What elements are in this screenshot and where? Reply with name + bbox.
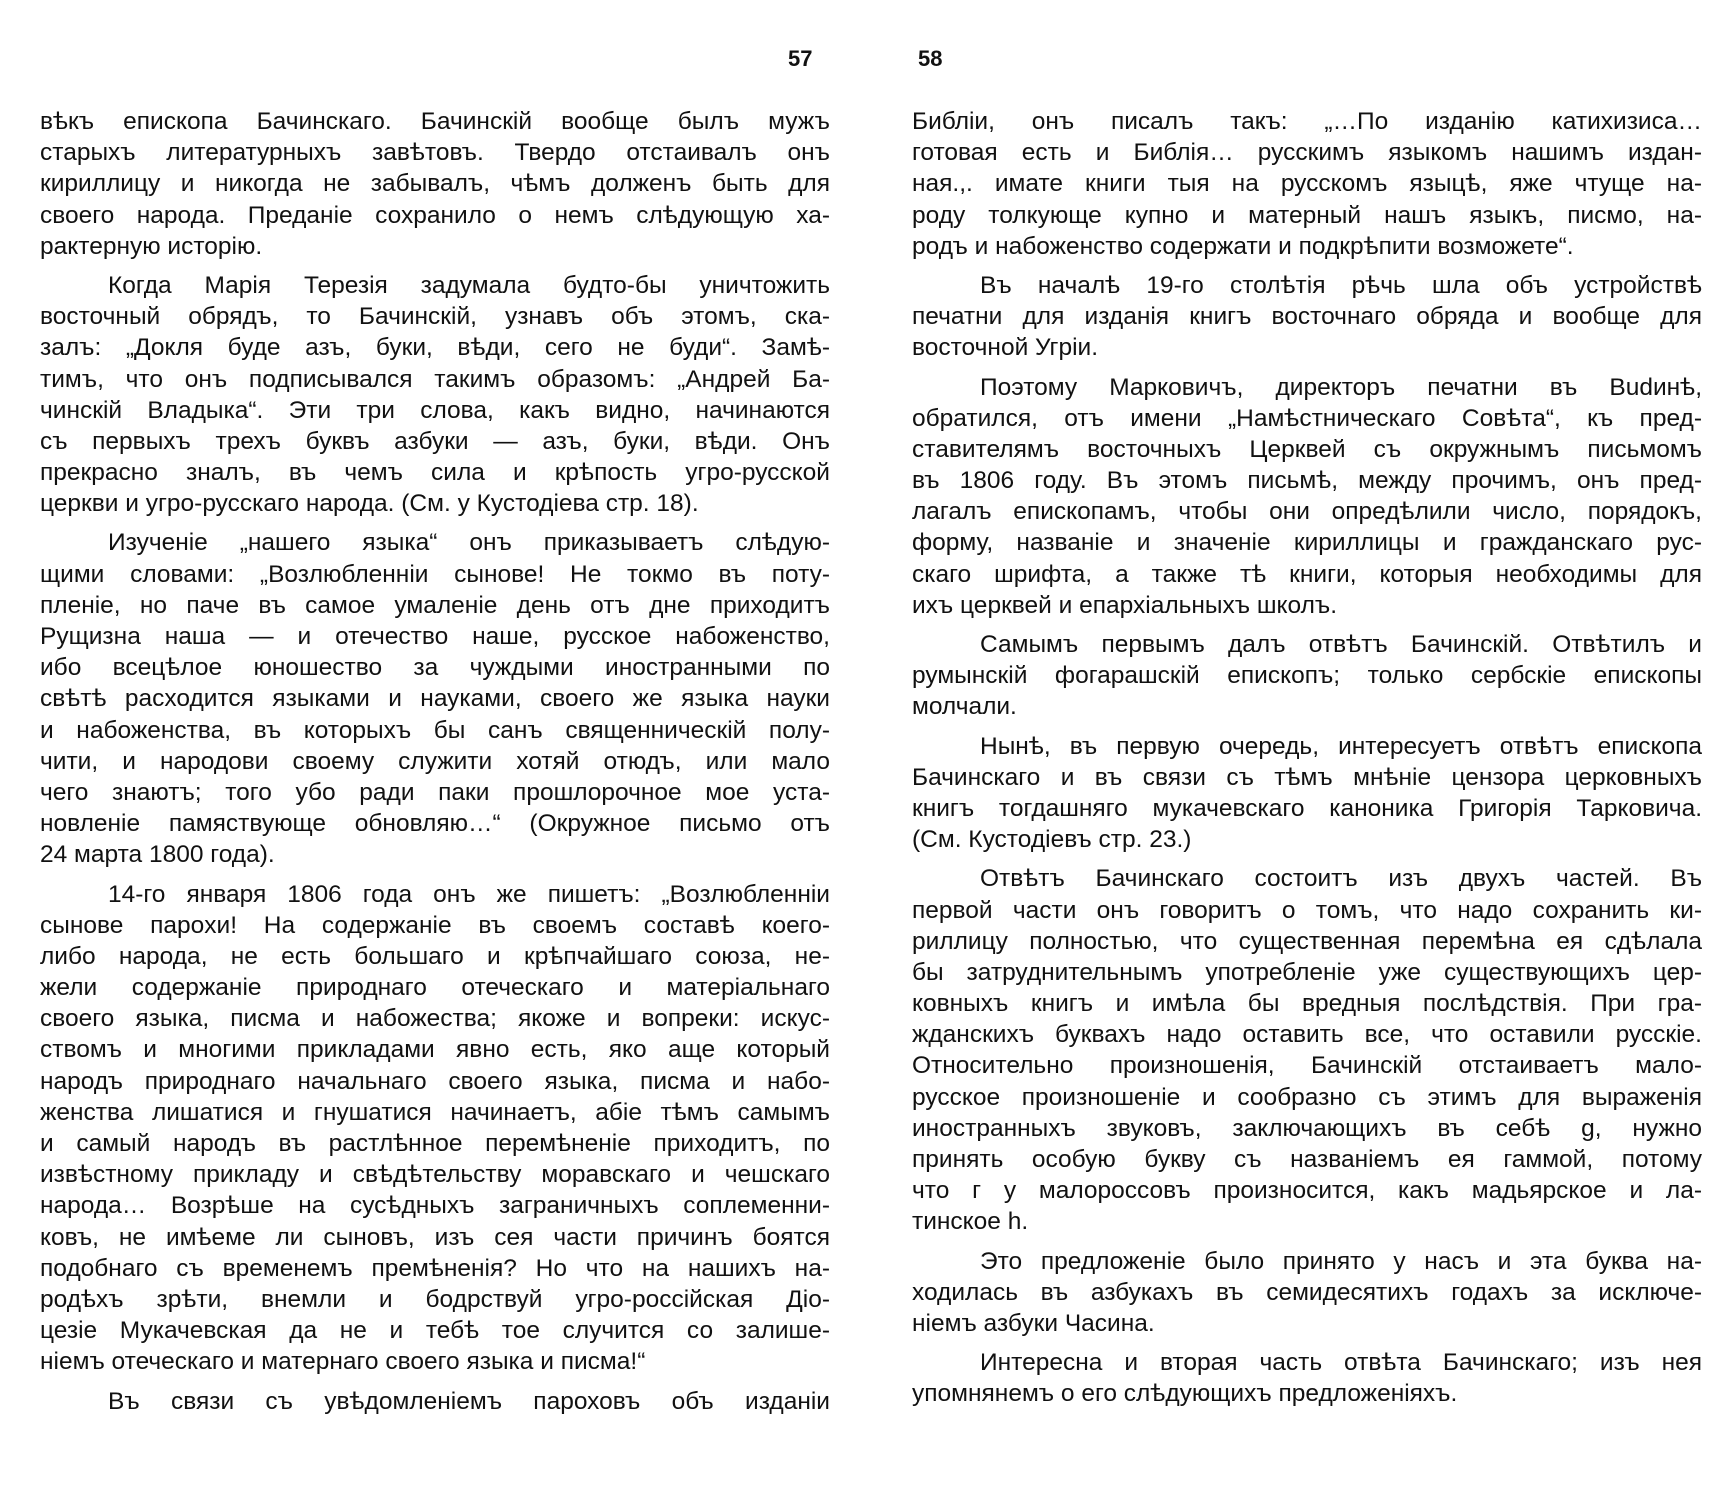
text-line: свѣтѣ расходится языками и науками, своего же языка науки: [40, 685, 830, 713]
text-line: и набоженства, въ которыхъ бы санъ священническій полу-: [40, 716, 830, 744]
text-line: своего народа. Преданіе сохранило о немъ слѣдующую ха-: [40, 201, 830, 229]
text-line: ніемъ отеческаго и матернаго своего языка и писма!“: [40, 1348, 646, 1376]
text-line: родъ и набоженство содержати и подкрѣпити возможете“.: [912, 232, 1574, 260]
text-line: форму, названіе и значеніе кириллицы и гражданскаго рус-: [912, 529, 1702, 557]
text-line: родѣхъ зрѣти, внемли и бодрствуй угро-россійская Діо-: [40, 1285, 830, 1313]
text-line: Самымъ первымъ далъ отвѣтъ Бачинскій. Отвѣтилъ и: [980, 631, 1702, 658]
text-line: ставителямъ восточныхъ Церквей съ окружнымъ письмомъ: [912, 435, 1702, 463]
text-line: Библіи, онъ писалъ такъ: „…По изданію катихизиса…: [912, 108, 1702, 135]
text-line: первой части онъ говоритъ о томъ, что надо сохранить ки-: [912, 896, 1702, 924]
text-line: тимъ, что онъ подписывался такимъ образомъ: „Андрей Ба-: [40, 365, 830, 393]
page-body: [912, 106, 1702, 1418]
text-line: упомнянемъ о его слѣдующихъ предложеніяхъ.: [912, 1380, 1458, 1408]
text-line: печатни для изданія книгъ восточнаго обряда и вообще для: [912, 303, 1702, 331]
text-line: молчали.: [912, 693, 1017, 721]
text-line: подобнаго съ временемъ премѣненія? Но что на нашихъ на-: [40, 1254, 830, 1282]
text-line: восточной Угріи.: [912, 334, 1099, 362]
text-line: жели содержаніе природнаго отеческаго и матеріальнаго: [40, 974, 830, 1002]
text-line: своего языка, писма и набожества; якоже и вопреки: искус-: [40, 1005, 830, 1033]
text-line: скаго шрифта, а также тѣ книги, которыя необходимы для: [912, 560, 1702, 588]
text-line: русское произношеніе и сообразно съ этимъ для выраженія: [912, 1083, 1702, 1111]
text-line: Рущизна наша — и отечество наше, русское набоженство,: [40, 623, 830, 650]
text-line: Относительно произношенія, Бачинскій отстаиваетъ мало-: [912, 1052, 1702, 1080]
right-page: [912, 0, 1702, 1500]
text-line: Отвѣтъ Бачинскаго состоитъ изъ двухъ частей. Въ: [980, 865, 1702, 893]
page-number: 58: [918, 46, 943, 71]
paragraph: [912, 863, 1702, 1237]
text-line: чего знаютъ; того убо ради паки прошлорочное мое уста-: [40, 778, 830, 806]
text-line: принять особую букву съ названіемъ ея гаммой, потому: [912, 1146, 1702, 1173]
page-number: 57: [788, 46, 813, 71]
paragraph: [912, 1246, 1702, 1340]
text-line: цезіе Мукачевская да не и тебѣ тое случится со залише-: [40, 1317, 830, 1345]
paragraph: [912, 106, 1702, 262]
text-line: ихъ церквей и епархіальныхъ школъ.: [912, 591, 1338, 619]
text-line: ная.,. имате книги тыя на русскомъ языцѣ, яже чтуще на-: [912, 170, 1702, 198]
text-line: щими словами: „Возлюбленніи сынове! Не токмо въ поту-: [40, 560, 830, 588]
text-line: ствомъ и многими прикладами явно есть, яко аще который: [40, 1036, 830, 1064]
text-line: Въ началѣ 19-го столѣтія рѣчь шла объ устройствѣ: [980, 271, 1702, 299]
text-line: новленіе памяствующе обновляю…“ (Окружное письмо отъ: [40, 810, 830, 838]
text-line: тинское h.: [912, 1208, 1029, 1236]
text-line: Въ связи съ увѣдомленіемъ пароховъ объ изданіи: [108, 1387, 830, 1415]
text-line: роду толкующе купно и матерный нашъ языкъ, писмо, на-: [912, 201, 1702, 229]
text-line: Изученіе „нашего языка“ онъ приказываетъ слѣдую-: [108, 529, 830, 557]
text-line: Нынѣ, въ первую очередь, интересуетъ отвѣтъ епископа: [980, 732, 1702, 760]
paragraph: [40, 1386, 830, 1417]
text-line: жданскихъ буквахъ надо оставить все, что оставили русскіе.: [912, 1021, 1702, 1049]
text-line: кириллицу и никогда не забывалъ, чѣмъ долженъ быть для: [40, 170, 830, 198]
text-line: ходилась въ азбукахъ въ семидесятихъ годахъ за исключе-: [912, 1278, 1702, 1306]
paragraph: [912, 270, 1702, 364]
text-line: церкви и угро-русскаго народа. (См. у Кустодіева стр. 18).: [40, 490, 699, 518]
paragraph: [40, 527, 830, 870]
paragraph: [912, 1347, 1702, 1409]
paragraph: [40, 106, 830, 262]
text-line: народа… Возрѣше на сусѣдныхъ заграничныхъ соплеменни-: [40, 1192, 830, 1220]
text-line: рактерную исторію.: [40, 232, 263, 260]
paragraph: [912, 629, 1702, 723]
text-line: чити, и народови своему служити хотяй отюдъ, или мало: [40, 747, 830, 775]
text-line: прекрасно зналъ, въ чемъ сила и крѣпость угро-русской: [40, 459, 830, 487]
text-line: иностранныхъ звуковъ, заключающихъ въ себѣ g, нужно: [912, 1114, 1702, 1142]
text-line: ніемъ азбуки Часина.: [912, 1309, 1155, 1337]
text-line: лагалъ епископамъ, чтобы они опредѣлили число, порядокъ,: [912, 498, 1702, 526]
text-line: народъ природнаго начальнаго своего языка, писма и набо-: [40, 1067, 830, 1095]
text-line: ибо всецѣлое юношество за чуждыми иностранными по: [40, 654, 830, 682]
text-line: ковъ, не имѣеме ли сыновъ, изъ сея части причинъ боятся: [40, 1223, 830, 1251]
text-line: залъ: „Докля буде азъ, буки, вѣди, сего не буди“. Замѣ-: [40, 334, 830, 362]
text-line: бы затруднительнымъ употребленіе уже существующихъ цер-: [912, 958, 1702, 986]
text-line: съ первыхъ трехъ буквъ азбуки — азъ, буки, вѣди. Онъ: [40, 427, 830, 455]
text-line: румынскій фогарашскій епископъ; только сербскіе епископы: [912, 662, 1702, 690]
text-line: Бачинскаго и въ связи съ тѣмъ мнѣніе цензора церковныхъ: [912, 763, 1702, 791]
text-line: женства лишатися и гнушатися начинаетъ, абіе тѣмъ самымъ: [40, 1098, 830, 1126]
paragraph: [40, 879, 830, 1378]
text-line: и самый народъ въ растлѣнное перемѣненіе приходитъ, по: [40, 1130, 830, 1157]
paragraph: [912, 731, 1702, 856]
text-line: извѣстному прикладу и свѣдѣтельству моравскаго и чешскаго: [40, 1161, 830, 1189]
text-line: либо народа, не есть большаго и крѣпчайшаго союза, не-: [40, 942, 830, 970]
text-line: (См. Кустодіевъ стр. 23.): [912, 826, 1192, 854]
text-line: вѣкъ епископа Бачинскаго. Бачинскій вообще былъ мужъ: [40, 108, 830, 135]
text-line: книгъ тогдашняго мукачевскаго каноника Григорія Тарковича.: [912, 794, 1702, 822]
text-line: чинскій Владыка“. Эти три слова, какъ видно, начинаются: [40, 396, 830, 424]
text-line: старыхъ литературныхъ завѣтовъ. Твердо отстаивалъ онъ: [40, 139, 830, 167]
text-line: Интересна и вторая часть отвѣта Бачинскаго; изъ нея: [980, 1349, 1702, 1377]
text-line: 14-го января 1806 года онъ же пишетъ: „Возлюбленніи: [108, 880, 830, 908]
text-line: Поэтому Марковичъ, директоръ печатни въ Budинѣ,: [980, 373, 1702, 401]
text-line: въ 1806 году. Въ этомъ письмѣ, между прочимъ, онъ пред-: [912, 467, 1702, 495]
text-line: пленіе, но паче въ самое умаленіе день отъ дне приходитъ: [40, 591, 830, 619]
text-line: ковныхъ книгъ и имѣла бы вредныя послѣдствія. При гра-: [912, 990, 1702, 1018]
text-line: Когда Марія Терезія задумала будто-бы уничтожить: [108, 271, 830, 299]
text-line: риллицу полностью, что существенная перемѣна ея сдѣлала: [912, 927, 1702, 955]
paragraph: [912, 372, 1702, 622]
text-line: 24 марта 1800 года).: [40, 841, 275, 869]
left-page: [40, 0, 830, 1500]
paragraph: [40, 270, 830, 520]
text-line: восточный обрядъ, то Бачинскій, узнавъ объ этомъ, ска-: [40, 303, 830, 331]
text-line: обратился, отъ имени „Намѣстническаго Совѣта“, къ пред-: [912, 404, 1702, 432]
text-line: сынове пароxи! На содержаніе въ своемъ составѣ коего-: [40, 911, 830, 939]
text-line: что г у малороссовъ произносится, какъ мадьярское и ла-: [912, 1177, 1702, 1205]
page-body: [40, 106, 830, 1425]
text-line: Это предложеніе было принято у насъ и эта буква на-: [980, 1247, 1702, 1275]
text-line: готовая есть и Библія… русскимъ языкомъ нашимъ издан-: [912, 139, 1702, 167]
